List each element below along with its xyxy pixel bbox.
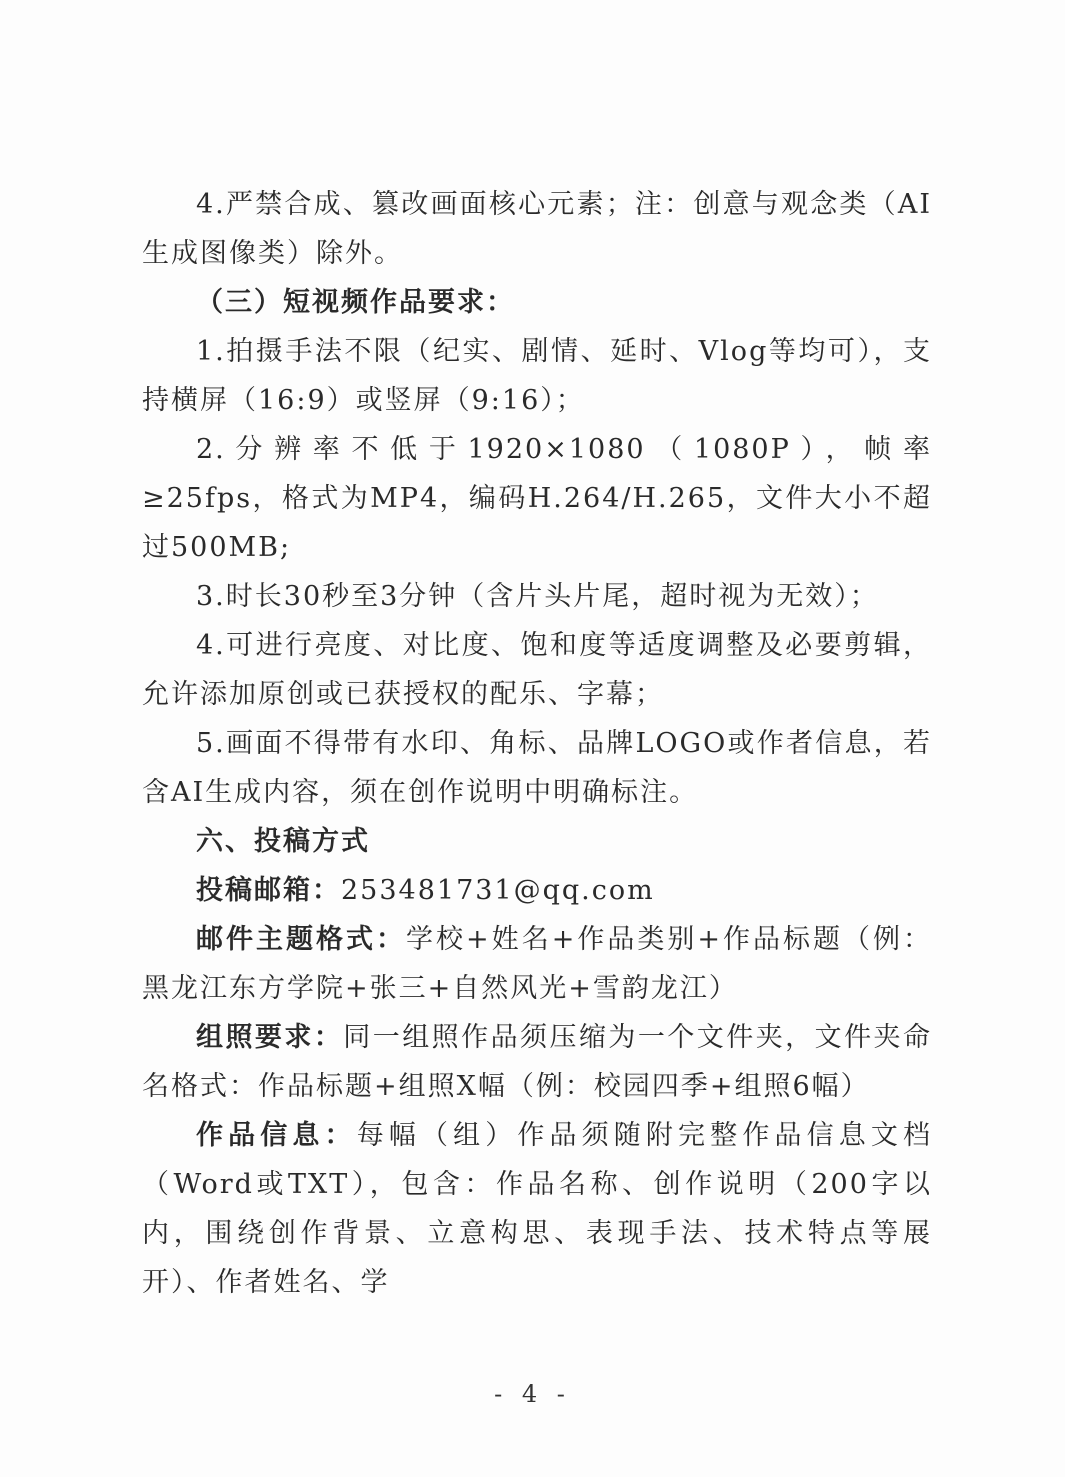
subject-label: 邮件主题格式： bbox=[196, 924, 407, 955]
paragraph-resolution: 2.分辨率不低于1920×1080（1080P），帧率≥25fps，格式为MP4，编码H.264/H.265，文件大小不超过500MB; bbox=[142, 434, 932, 563]
subheading-short-video-requirements: （三）短视频作品要求： bbox=[196, 287, 515, 318]
subject-value: 学校+姓名+作品类别+作品标题（例：黑龙江东方学院+张三+自然风光+雪韵龙江） bbox=[142, 924, 933, 1004]
paragraph-subject-format bbox=[142, 915, 932, 1013]
group-label: 组照要求： bbox=[196, 1022, 344, 1053]
group-value: 同一组照作品须压缩为一个文件夹，文件夹命名格式：作品标题+组照X幅（例：校园四季+组照6幅） bbox=[142, 1022, 933, 1102]
email-value: 253481731@qq.com bbox=[341, 875, 655, 906]
paragraph-email bbox=[142, 866, 932, 915]
document-body bbox=[142, 180, 932, 1307]
info-value: 每幅（组）作品须随附完整作品信息文档（Word或TXT），包含：作品名称、创作说明（200字以内，围绕创作背景、立意构思、表现手法、技术特点等展开）、作者姓名、学 bbox=[142, 1120, 933, 1298]
paragraph-work-info bbox=[142, 1111, 932, 1307]
info-label: 作品信息： bbox=[196, 1120, 357, 1151]
paragraph-group-requirements bbox=[142, 1013, 932, 1111]
paragraph-editing: 4.可进行亮度、对比度、饱和度等适度调整及必要剪辑，允许添加原创或已获授权的配乐、字幕； bbox=[142, 630, 932, 710]
paragraph-shooting-method: 1.拍摄手法不限（纪实、剧情、延时、Vlog等均可），支持横屏（16:9）或竖屏（9:16）； bbox=[142, 336, 932, 416]
page-number: - 4 - bbox=[494, 1380, 571, 1408]
paragraph-duration: 3.时长30秒至3分钟（含片头片尾，超时视为无效）； bbox=[196, 581, 879, 612]
paragraph-watermark: 5.画面不得带有水印、角标、品牌LOGO或作者信息，若含AI生成内容，须在创作说明中明确标注。 bbox=[142, 728, 932, 808]
paragraph-no-synthesis: 4.严禁合成、篡改画面核心元素；注：创意与观念类（AI生成图像类）除外。 bbox=[142, 189, 932, 269]
email-label: 投稿邮箱： bbox=[196, 875, 341, 906]
section-heading-submission: 六、投稿方式 bbox=[196, 826, 370, 857]
